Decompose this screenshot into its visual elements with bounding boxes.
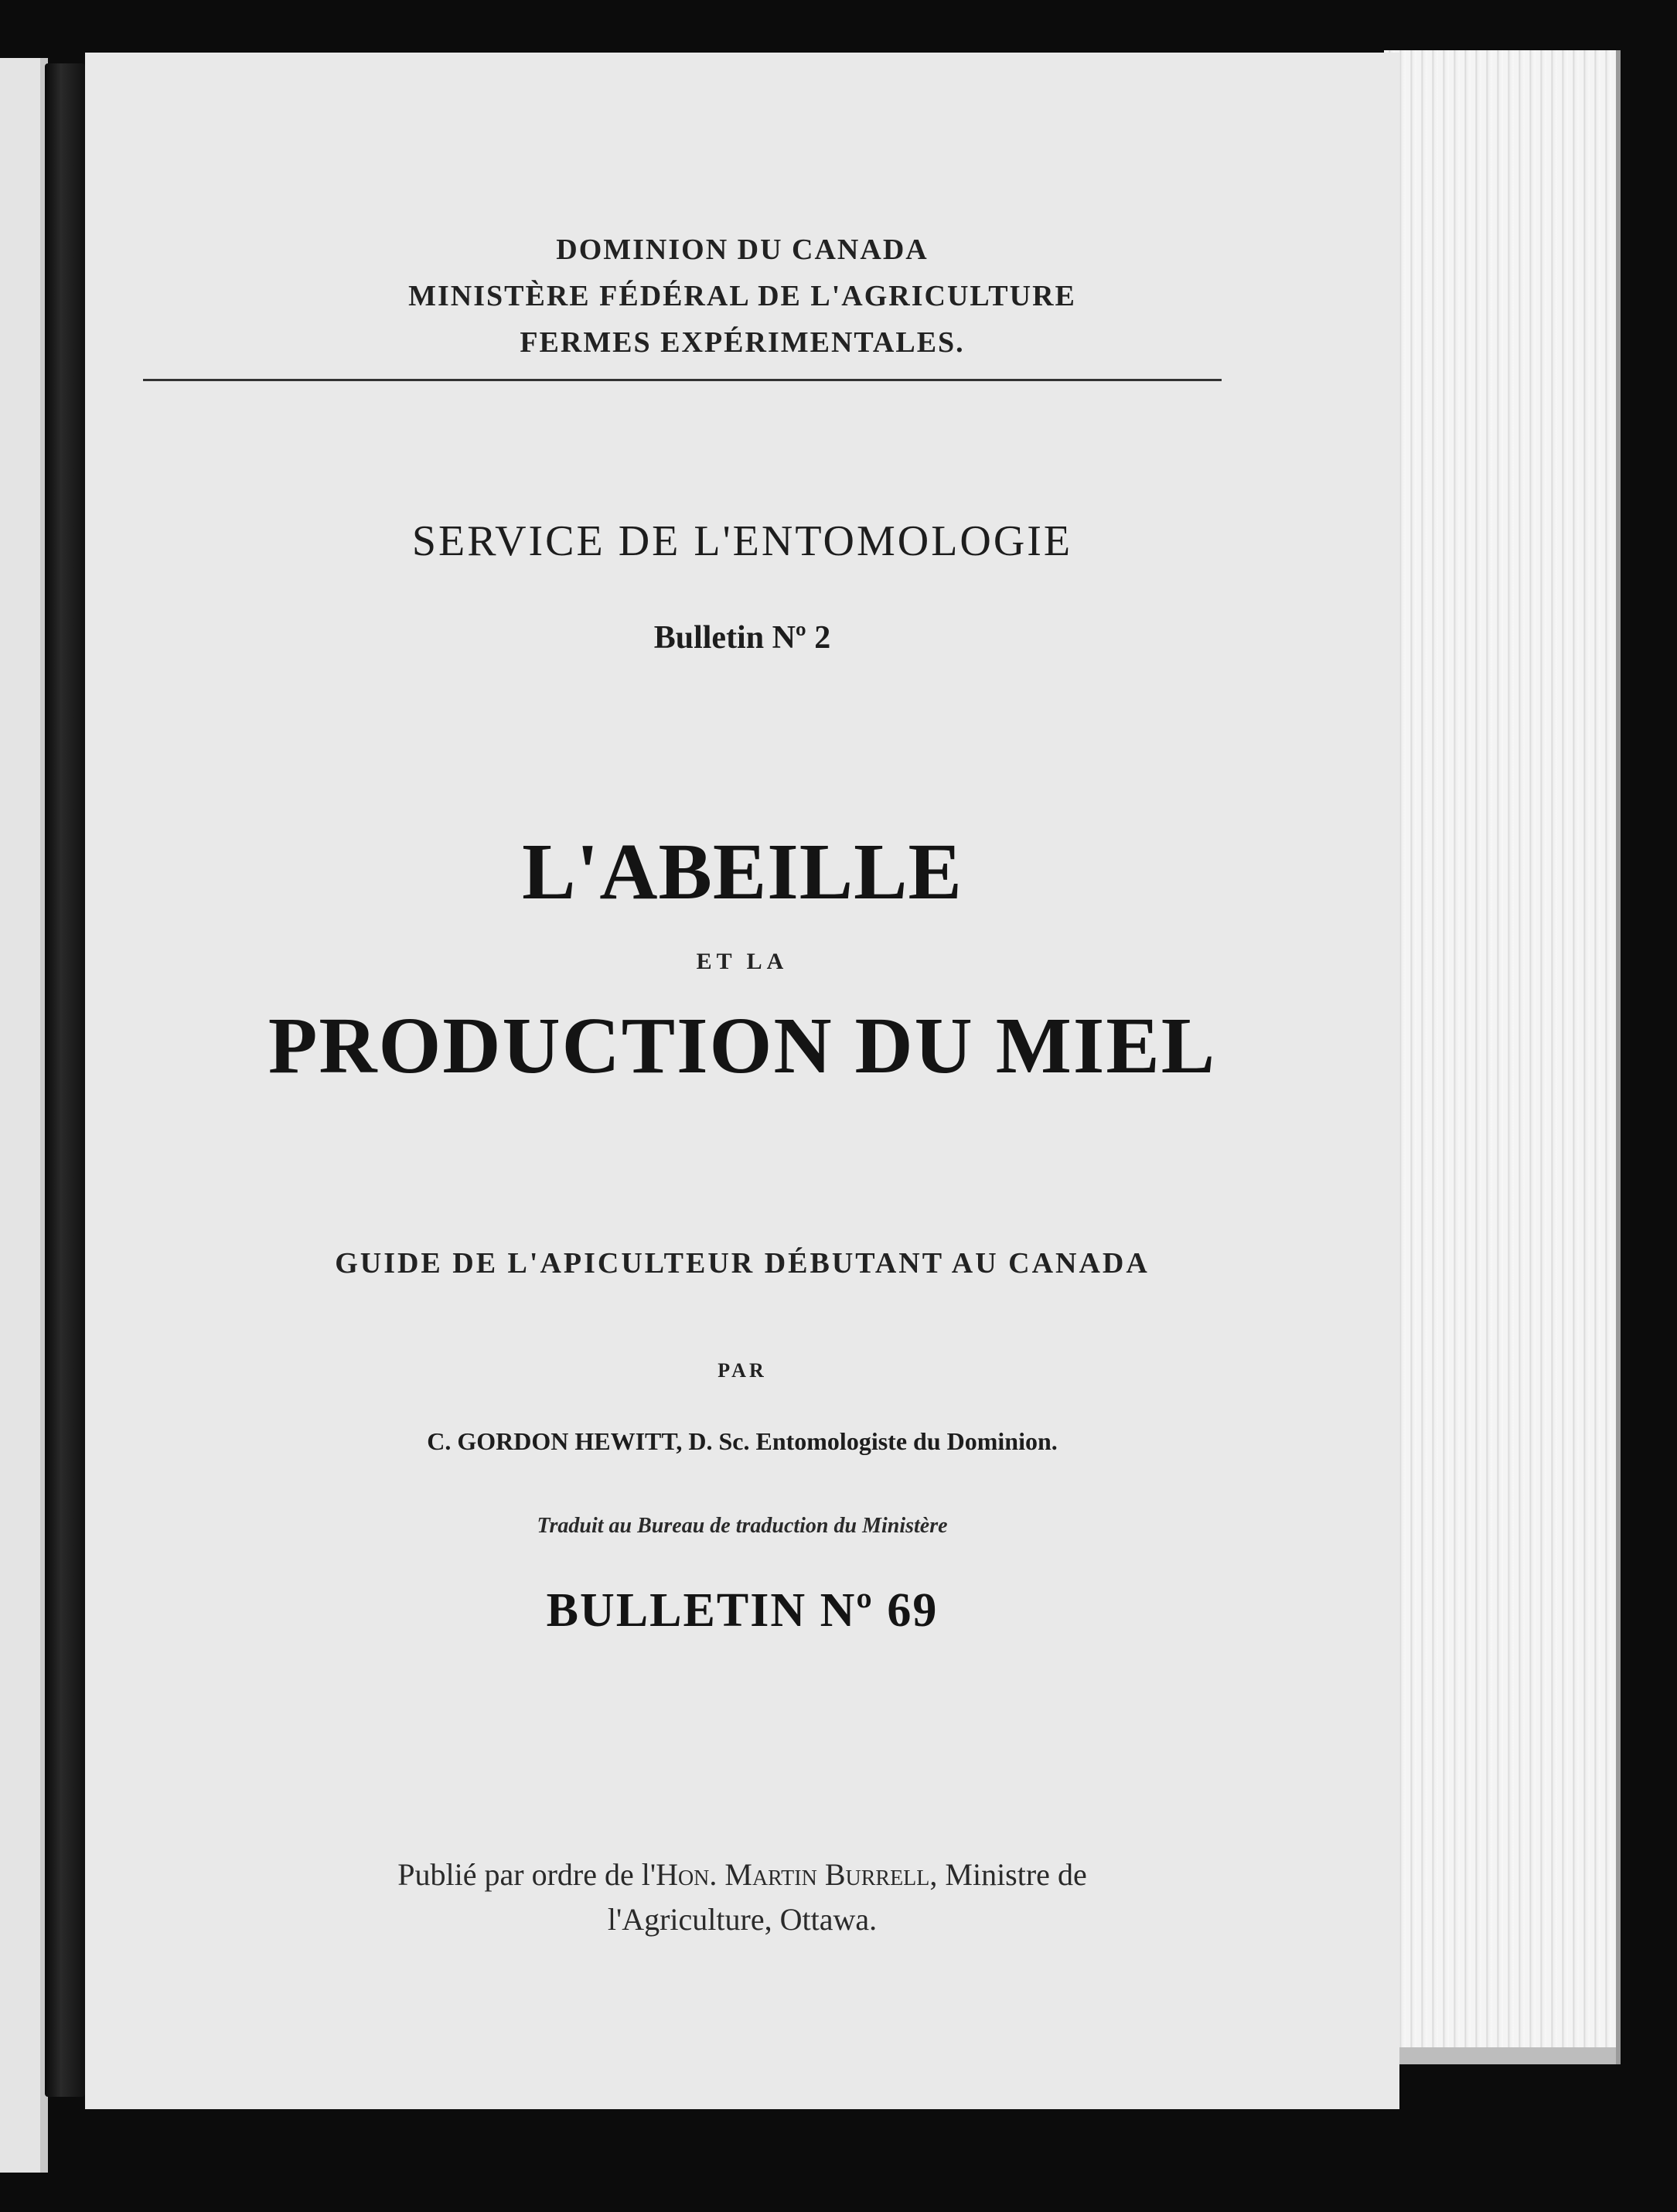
publication-note — [85, 1852, 1399, 1942]
title-connector: ET LA — [696, 949, 789, 974]
previous-page-edge — [0, 58, 48, 2173]
by-label: PAR — [717, 1359, 767, 1382]
book-spine — [45, 63, 85, 2097]
header-line-dominion: DOMINION DU CANADA — [556, 233, 929, 266]
title-page — [85, 53, 1399, 2109]
translation-note: Traduit au Bureau de traduction du Ministère — [537, 1514, 948, 1538]
publication-prefix: Publié par ordre de l' — [397, 1857, 656, 1892]
bulletin-number: BULLETIN Nº 69 — [546, 1584, 939, 1637]
author-line: C. GORDON HEWITT, D. Sc. Entomologiste du Dominion. — [427, 1427, 1058, 1455]
publication-suffix: , Ministre de — [929, 1857, 1087, 1892]
service-heading: SERVICE DE L'ENTOMOLOGIE — [411, 517, 1073, 565]
ministry-header — [85, 227, 1399, 366]
publication-line-1 — [85, 1852, 1399, 1897]
header-line-ministry: MINISTÈRE FÉDÉRAL DE L'AGRICULTURE — [408, 280, 1076, 312]
main-title-line2: PRODUCTION DU MIEL — [268, 1001, 1217, 1090]
minister-name: Hon. Martin Burrell — [656, 1857, 930, 1892]
main-title: L'ABEILLE — [522, 827, 963, 916]
service-bulletin-number: Bulletin Nº 2 — [653, 620, 831, 656]
subtitle: GUIDE DE L'APICULTEUR DÉBUTANT AU CANADA — [335, 1247, 1150, 1280]
header-rule — [143, 379, 1222, 381]
page-stack-edges — [1384, 50, 1621, 2064]
publication-line-2: l'Agriculture, Ottawa. — [607, 1902, 878, 1937]
header-line-farms: FERMES EXPÉRIMENTALES. — [520, 326, 965, 359]
